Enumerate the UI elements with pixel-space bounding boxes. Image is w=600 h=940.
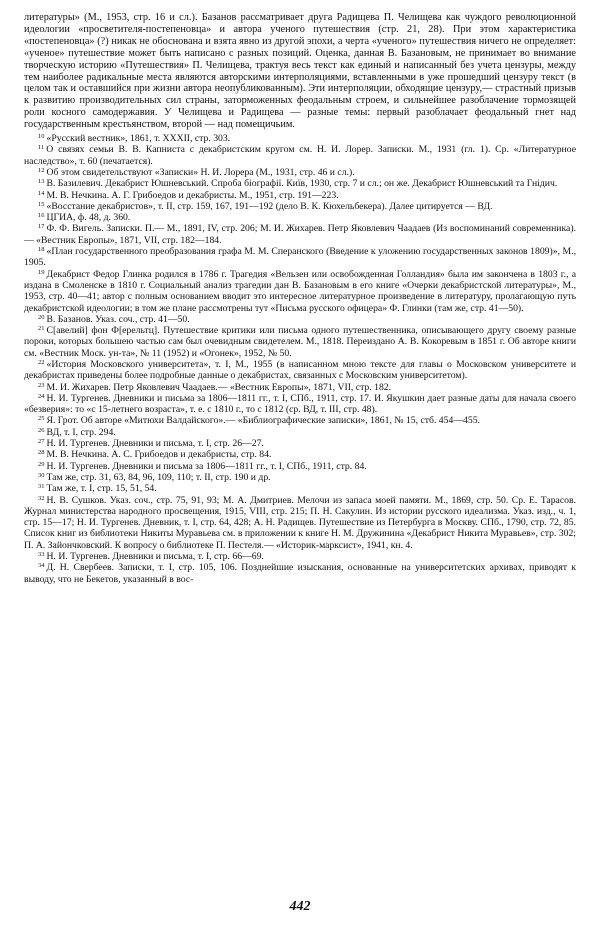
footnote-number: 28 <box>38 449 45 457</box>
footnote-number: 15 <box>38 200 45 208</box>
footnote-text: Там же, т. I, стр. 15, 51, 54. <box>46 483 157 495</box>
footnote-number: 22 <box>38 359 45 366</box>
footnote-text: «История Московского университета», т. I, М., 1955 (в написанном мною тексте для главы о Московском университете и декабристах приведены более подробные данные о декабристах, связанных с Московским университетом). <box>24 359 576 382</box>
footnote <box>24 223 576 246</box>
footnote-text: Я. Грот. Об авторе «Митюхи Валдайского».— «Библиографические записки», 1861, № 15, стб. 454—455. <box>46 415 480 427</box>
footnote-text: Н. И. Тургенев. Дневники и письма за 1806—1811 гг., т. I, СПб., 1911, стр. 84. <box>46 460 367 472</box>
footnote <box>24 438 576 449</box>
footnote-number: 12 <box>38 166 45 174</box>
footnote <box>24 495 576 551</box>
footnote <box>24 269 576 314</box>
footnote-text: Ф. Ф. Вигель. Записки. П.— М., 1891, IV, стр. 206; М. И. Жихарев. Петр Яковлевич Чаадаев (Из воспоминаний современника).— «Вестник Европы», 1871, VII, стр. 182—184. <box>24 223 576 246</box>
footnote <box>24 427 576 438</box>
footnote <box>24 483 576 494</box>
footnote <box>24 246 576 269</box>
footnote <box>24 178 576 189</box>
footnote-number: 13 <box>38 178 45 186</box>
footnote-number: 18 <box>38 246 45 254</box>
footnote-text: ЦГИА, ф. 48, д. 360. <box>46 212 131 224</box>
footnote-text: «Русский вестник», 1861, т. XXXII, стр. 303. <box>46 133 231 145</box>
footnote-number: 29 <box>38 460 45 468</box>
footnote-text: М. В. Нечкина. А. С. Грибоедов и декабристы, стр. 84. <box>46 449 272 461</box>
footnote-number: 31 <box>38 483 45 491</box>
footnote <box>24 201 576 212</box>
footnote-text: «План государственного преобразования графа М. М. Сперанского (Введение к уложению государственных законов 1809)», М., 1905. <box>24 246 576 269</box>
footnote <box>24 551 576 562</box>
footnote-number: 10 <box>38 133 45 141</box>
footnote <box>24 144 576 167</box>
footnote-number: 33 <box>38 551 45 559</box>
footnote-number: 14 <box>38 189 45 197</box>
footnote <box>24 325 576 359</box>
footnote-text: «Восстание декабристов», т. II, стр. 159, 167, 191—192 (дело В. К. Кюхельбекера). Далее цитируется — ВД. <box>46 200 493 212</box>
footnote-text: В. Базанов. Указ. соч., стр. 41—50. <box>46 313 190 325</box>
footnote-text: В. Базилевич. Декабрист Юшневський. Спроба біографії. Київ, 1930, стр. 7 и сл.; он же. Декабрист Юшневський та Гнідич. <box>46 178 558 190</box>
footnote-text: М. В. Нечкина. А. Г. Грибоедов и декабристы. М., 1951, стр. 191—223. <box>46 189 339 201</box>
footnote <box>24 167 576 178</box>
footnote <box>24 133 576 144</box>
footnote-text: М. И. Жихарев. Петр Яковлевич Чаадаев.— «Вестник Европы», 1871, VII, стр. 182. <box>46 381 392 393</box>
footnote-text: О связях семьи В. В. Капниста с декабристским кругом см. Н. И. Лорер. Записки. М., 1931 (гл. 1). Ср. «Литературное наследство», т. 60 (печатается). <box>24 144 576 167</box>
footnote-text: Н. И. Тургенев. Дневники и письма, т. I, стр. 26—27. <box>46 438 264 450</box>
footnote-number: 16 <box>38 212 45 220</box>
footnote-number: 34 <box>38 562 45 570</box>
page-number: 442 <box>289 899 311 914</box>
footnote-text: Об этом свидетельствуют «Записки» Н. И. Лорера (М., 1931, стр. 46 и сл.). <box>46 166 355 178</box>
footnote-text: Д. Н. Свербеев. Записки, т. I, стр. 105, 106. Позднейшие изыскания, основанные на университетских архивах, приводят к выводу, что не Бекетов, указанный в вос- <box>24 562 576 585</box>
footnote <box>24 314 576 325</box>
intro-paragraph: литературы» (М., 1953, стр. 16 и сл.). Базанов рассматривает друга Радищева П. Челищева как чуждого революционной идеологии «просветителя-постепеновца» и автора ученого путешествия (стр. 21, 28). При этом характеристика «постепеновца» (?) никак не обоснована и взята явно из другой эпохи, а черта «ученого» путешествия ничего не определяет: «ученое» путешествие может быть написано с разных позиций. Оценка, данная В. Базановым, не принимает во внимание творческую историю «Путешествия» П. Челищева, трактуя весь текст как единый и написанный без учета цензуры, между тем наиболее радикальные места являются авторскими интерполяциями, вставленными в уже прошедший цензуру текст (в целом так и оставшийся при жизни автора неопубликованным). Эти интерполяции, обходящие цензуру,— страстный призыв к развитию производительных сил страны, заторможенных феодальным строем, и сильнейшее разоблачение тормозящей роли косного самодержавия. У Челищева и Радищева — разные темы: первый разоблачает феодальный гнет над государственным крестьянством, второй — над помещичьим. <box>24 12 576 131</box>
footnote <box>24 359 576 382</box>
footnote-number: 30 <box>38 471 45 479</box>
footnote <box>24 472 576 483</box>
footnote-number: 26 <box>38 426 45 434</box>
footnote-number: 21 <box>38 325 45 333</box>
footnote-text: ВД, т. I, стр. 294. <box>46 426 116 438</box>
footnote-number: 23 <box>38 381 45 389</box>
footnote <box>24 562 576 585</box>
footnote-text: Н. В. Сушков. Указ. соч., стр. 75, 91, 93; М. А. Дмитриев. Мелочи из запаса моей памяти. М., 1869, стр. 50. Ср. Е. Тарасов. Журнал министерства народного просвещения, 1915, VIII, стр. 215; П. Н. Сакулин. Из истории русского идеализма. Указ. изд., ч. 1, стр. 15—17; Н. И. Тургенев. Дневник, т. I, стр. 64, 428; А. Н. Радищев. Путешествие из Петербурга в Москву. СПб., 1790, стр. 72, 85. Список книг из библиотеки Никиты Муравьева см. в приложении к книге Н. М. Дружинина «Декабрист Никита Муравьев», стр. 302; П. А. Зайончковский. К вопросу о библиотеке П. Пестеля.— «Историк-марксист», 1941, кн. 4. <box>24 494 576 551</box>
footnote-number: 32 <box>38 494 45 502</box>
footnote <box>24 461 576 472</box>
footnotes <box>24 133 576 585</box>
footnote-number: 24 <box>38 392 45 400</box>
footnote <box>24 212 576 223</box>
footnote <box>24 190 576 201</box>
footnote-number: 27 <box>38 438 45 446</box>
footnote-text: Там же, стр. 31, 63, 84, 96, 109, 110; т. II, стр. 190 и др. <box>46 471 271 483</box>
footnote-number: 17 <box>38 223 45 231</box>
footnote-text: Н. И. Тургенев. Дневники и письма, т. I, стр. 66—69. <box>46 551 264 563</box>
footnote <box>24 449 576 460</box>
footnote-text: Декабрист Федор Глинка родился в 1786 г. Трагедия «Вельзен или освобожденная Голландия» была им закончена в 1803 г., а издана в Смоленске в 1810 г. Социальный анализ трагедии дан В. Базановым в его книге «Очерки декабристской литературы», М., 1953, стр. 40—41; автор с полным основанием вводит это интересное литературное произведение в литературу, пролагающую путь декабристской идеологии; в том же плане рассмотрены тут «Письма русского офицера» Ф. Глинки (там же, стр. 41—50). <box>24 268 576 314</box>
footnote-number: 19 <box>38 268 45 276</box>
footnote-text: Н. И. Тургенев. Дневники и письма за 1806—1811 гг., т. I, СПб., 1911, стр. 17. И. Якушкин дает разные даты для начала своего «безверия»: то «с 15-летнего возраста», т. е. с 1810 г., то с 1812 (ср. ВД, т. III, стр. 48). <box>24 392 576 416</box>
footnote-number: 11 <box>38 144 45 152</box>
footnote-number: 20 <box>38 313 45 321</box>
footnote-text: С[авелий] фон Ф[ерельтц]. Путешествие критики или письма одного путешественника, описывающего другу своему разные пороки, которых большею частью сам был очевидным свидетелем. М., 1818. Переиздано А. В. Кокоревым в 1851 г. Об авторе книги см. «Вестник Моск. ун-та», № 11 (1952) и «Огонек», 1952, № 50. <box>24 325 576 359</box>
footnote <box>24 393 576 416</box>
footnote-number: 25 <box>38 415 45 423</box>
footnote <box>24 415 576 426</box>
footnote <box>24 382 576 393</box>
